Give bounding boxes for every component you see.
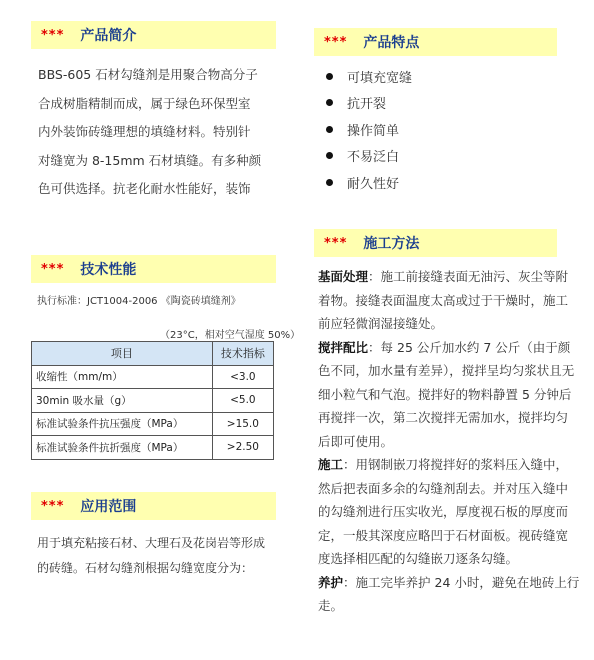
spec-table — [31, 341, 274, 460]
method-step-apply — [318, 453, 580, 571]
feature-item — [326, 169, 412, 196]
method-step-base — [318, 265, 580, 336]
feature-label: 操作简单 — [347, 123, 400, 139]
usage-title: 应用范围 — [80, 499, 137, 515]
features-list — [326, 63, 412, 196]
feature-label: 抗开裂 — [347, 97, 387, 113]
feature-label: 可填充宽缝 — [347, 70, 413, 86]
step-text: ：每 25 公斤加水约 7 公斤（由于颜色不同，加水量有差异），搅拌呈均匀浆状且无细小粒气和气泡。搅拌好的物料静置 5 分钟后再搅拌一次，第二次搅拌无需加水，搅拌均匀后即可使用。 — [318, 339, 575, 449]
row-value: >15.0 — [212, 412, 273, 436]
feature-item — [326, 90, 412, 117]
row-label: 收缩性（mm/m） — [32, 365, 213, 389]
method-stars: *** — [324, 235, 348, 251]
intro-title: 产品简介 — [80, 28, 137, 44]
intro-line: 对缝宽为 8-15mm 石材填缝。有多种颜 — [38, 152, 262, 168]
feature-label: 不易泛白 — [347, 150, 400, 166]
intro-header — [31, 21, 276, 49]
tech-header — [31, 255, 276, 283]
feature-item — [326, 143, 412, 170]
row-label: 30min 吸水量（g） — [32, 389, 213, 413]
intro-line: 色可供选择。抗老化耐水性能好，装饰 — [38, 181, 251, 196]
usage-stars: *** — [41, 498, 65, 514]
table-header-row — [32, 342, 274, 366]
step-text: ：施工完毕养护 24 小时，避免在地砖上行走。 — [318, 574, 580, 613]
table-row — [32, 436, 274, 460]
features-stars: *** — [324, 34, 348, 50]
method-step-cure — [318, 571, 580, 618]
intro-line: 内外装饰砖缝理想的填缝材料。特别针 — [38, 124, 251, 139]
tech-stars: *** — [41, 261, 65, 277]
usage-line: 用于填充粘接石材、大理石及花岗岩等形成 — [37, 536, 266, 550]
usage-header — [31, 492, 276, 520]
bullet-icon — [326, 99, 333, 106]
row-label: 标准试验条件抗折强度（MPa） — [32, 436, 213, 460]
feature-label: 耐久性好 — [347, 176, 400, 192]
bullet-icon — [326, 152, 333, 159]
test-conditions: （23°C，相对空气湿度 50%） — [160, 330, 301, 341]
step-label: 搅拌配比 — [318, 339, 369, 355]
table-row — [32, 365, 274, 389]
step-label: 基面处理 — [318, 269, 369, 284]
step-label: 施工 — [318, 457, 344, 472]
intro-text — [38, 61, 278, 204]
step-text: ：施工前接缝表面无油污、灰尘等附着物。接缝表面温度太高或过于干燥时，施工前应轻微润湿接缝处。 — [318, 269, 569, 331]
tech-title: 技术性能 — [80, 262, 137, 278]
feature-item — [326, 116, 412, 143]
usage-line: 的砖缝。石材勾缝剂根据勾缝宽度分为： — [37, 561, 254, 575]
step-label: 养护 — [318, 574, 344, 590]
method-title: 施工方法 — [363, 236, 420, 252]
table-row — [32, 389, 274, 413]
table-row — [32, 412, 274, 436]
method-step-mix — [318, 336, 580, 454]
bullet-icon — [326, 126, 333, 133]
method-header — [314, 229, 557, 257]
features-title: 产品特点 — [363, 35, 420, 51]
features-header — [314, 28, 557, 56]
row-value: <5.0 — [212, 389, 273, 413]
row-value: <3.0 — [212, 365, 273, 389]
method-body — [318, 265, 580, 618]
row-label: 标准试验条件抗压强度（MPa） — [32, 412, 213, 436]
intro-line: 合成树脂精制而成，属于绿色环保型室 — [38, 95, 251, 111]
feature-item — [326, 63, 412, 90]
header-item: 项目 — [32, 342, 213, 366]
intro-line: BBS-605 石材勾缝剂是用聚合物高分子 — [38, 67, 258, 82]
bullet-icon — [326, 179, 333, 186]
usage-text — [37, 531, 287, 581]
intro-stars: *** — [41, 27, 65, 43]
step-text: ：用钢制嵌刀将搅拌好的浆料压入缝中，然后把表面多余的勾缝剂刮去。并对压入缝中的勾缝剂进行压实收光，厚度视石板的厚度而定，一般其深度应略凹于石材面板。视砖缝宽度选择相匹配的勾缝嵌刀逐条勾缝。 — [318, 457, 569, 566]
row-value: >2.50 — [212, 436, 273, 460]
bullet-icon — [326, 73, 333, 80]
header-value: 技术指标 — [212, 342, 273, 366]
standard-note: 执行标准：JCT1004-2006 《陶瓷砖填缝剂》 — [37, 296, 241, 307]
